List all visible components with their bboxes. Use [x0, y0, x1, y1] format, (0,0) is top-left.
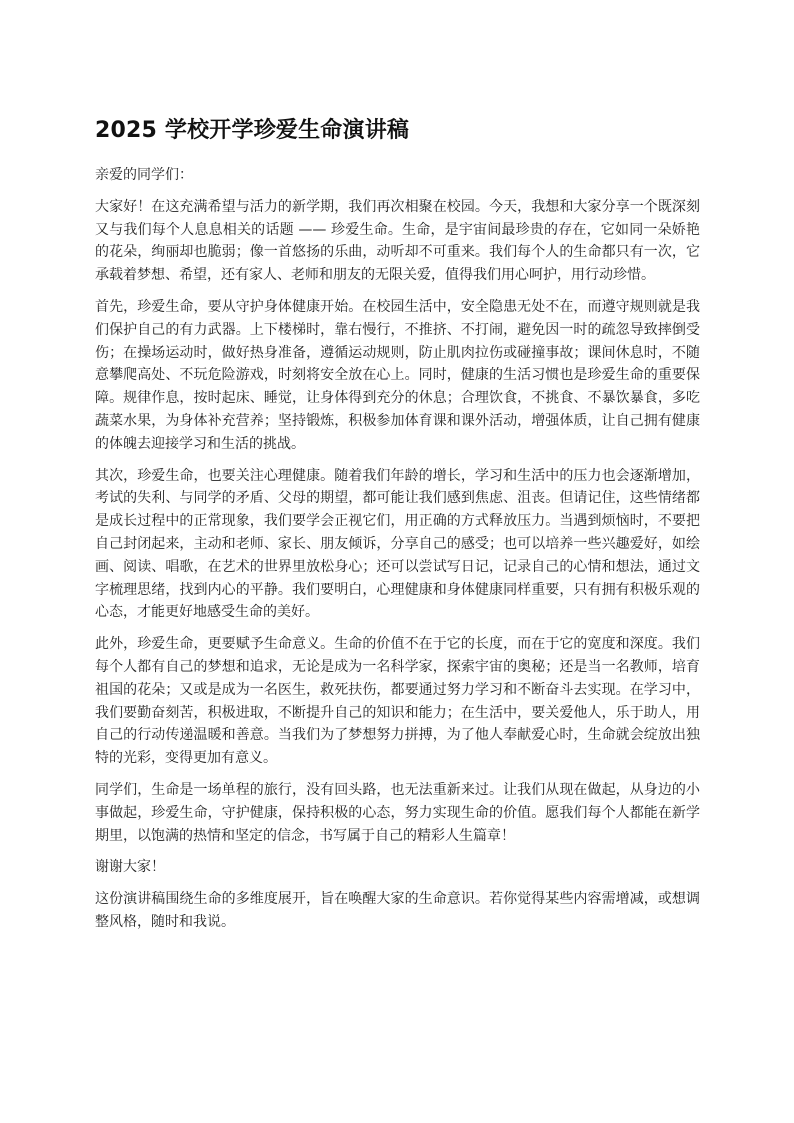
life-meaning-paragraph: 此外，珍爱生命，更要赋予生命意义。生命的价值不在于它的长度，而在于它的宽度和深度。我们每个人都有自己的梦想和追求，无论是成为一名科学家，探索宇宙的奥秘；还是当一名教师，培育祖国的花朵；又或是成为一名医生，救死扶伤，都要通过努力学习和不断奋斗去实现。在学习中，我们要勤奋刻苦，积极进取，不断提升自己的知识和能力；在生活中，要关爱他人，乐于助人，用自己的行动传递温暖和善意。当我们为了梦想努力拼搏，为了他人奉献爱心时，生命就会绽放出独特的光彩，变得更加有意义。	[95, 636, 700, 767]
document-title: 2025 学校开学珍爱生命演讲稿	[95, 118, 410, 143]
intro-paragraph: 大家好！在这充满希望与活力的新学期，我们再次相聚在校园。今天，我想和大家分享一个既深刻又与我们每个人息息相关的话题 —— 珍爱生命。生命，是宇宙间最珍贵的存在，它如同一朵娇艳的花朵，绚丽却也脆弱；像一首悠扬的乐曲，动听却不可重来。我们每个人的生命都只有一次，它承载着梦想、希望，还有家人、老师和朋友的无限关爱，值得我们用心呵护，用行动珍惜。	[95, 198, 700, 284]
note-paragraph: 这份演讲稿围绕生命的多维度展开，旨在唤醒大家的生命意识。若你觉得某些内容需增减，或想调整风格，随时和我说。	[95, 891, 700, 930]
physical-health-paragraph: 首先，珍爱生命，要从守护身体健康开始。在校园生活中，安全隐患无处不在，而遵守规则就是我们保护自己的有力武器。上下楼梯时，靠右慢行，不推挤、不打闹，避免因一时的疏忽导致摔倒受伤；在操场运动时，做好热身准备，遵循运动规则，防止肌肉拉伤或碰撞事故；课间休息时，不随意攀爬高处、不玩危险游戏，时刻将安全放在心上。同时，健康的生活习惯也是珍爱生命的重要保障。规律作息，按时起床、睡觉，让身体得到充分的休息；合理饮食，不挑食、不暴饮暴食，多吃蔬菜水果，为身体补充营养；坚持锻炼，积极参加体育课和课外活动，增强体质，让自己拥有健康的体魄去迎接学习和生活的挑战。	[95, 298, 700, 452]
document-body	[95, 116, 700, 943]
greeting-paragraph: 亲爱的同学们：	[95, 167, 193, 183]
conclusion-paragraph: 同学们，生命是一场单程的旅行，没有回头路，也无法重新来过。让我们从现在做起，从身边的小事做起，珍爱生命，守护健康，保持积极的心态，努力实现生命的价值。愿我们每个人都能在新学期里，以饱满的热情和坚定的信念，书写属于自己的精彩人生篇章！	[95, 781, 700, 844]
thanks-paragraph: 谢谢大家！	[95, 859, 165, 876]
mental-health-paragraph: 其次，珍爱生命，也要关注心理健康。随着我们年龄的增长，学习和生活中的压力也会逐渐增加，考试的失利、与同学的矛盾、父母的期望，都可能让我们感到焦虑、沮丧。但请记住，这些情绪都是成长过程中的正常现象，我们要学会正视它们，用正确的方式释放压力。当遇到烦恼时，不要把自己封闭起来，主动和老师、家长、朋友倾诉，分享自己的感受；也可以培养一些兴趣爱好，如绘画、阅读、唱歌，在艺术的世界里放松身心；还可以尝试写日记，记录自己的心情和想法，通过文字梳理思绪，找到内心的平静。我们要明白，心理健康和身体健康同样重要，只有拥有积极乐观的心态，才能更好地感受生命的美好。	[95, 467, 700, 621]
